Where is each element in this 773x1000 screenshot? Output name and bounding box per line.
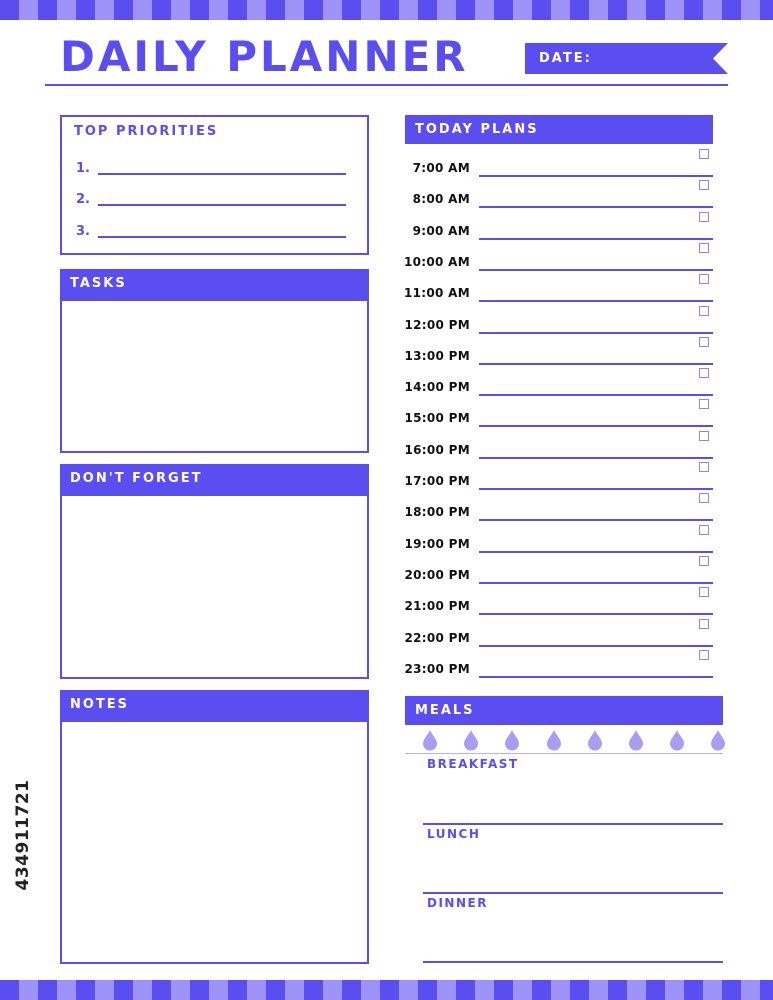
time-slot-row[interactable] bbox=[400, 595, 713, 615]
date-label: DATE: bbox=[539, 51, 592, 66]
dont-forget-box[interactable] bbox=[60, 464, 369, 679]
priority-number: 2. bbox=[76, 192, 90, 207]
time-slot-label: 8:00 AM bbox=[412, 192, 470, 207]
time-slot-checkbox[interactable] bbox=[699, 212, 709, 222]
water-drop-icon[interactable] bbox=[669, 729, 685, 751]
time-slot-checkbox[interactable] bbox=[699, 337, 709, 347]
time-slot-checkbox[interactable] bbox=[699, 525, 709, 535]
page-title: DAILY PLANNER bbox=[60, 32, 469, 81]
time-slot-write-line bbox=[479, 300, 713, 302]
time-slot-checkbox[interactable] bbox=[699, 587, 709, 597]
time-slot-row[interactable] bbox=[400, 658, 713, 678]
time-slot-checkbox[interactable] bbox=[699, 431, 709, 441]
top-priorities-box bbox=[60, 115, 369, 255]
water-tracker bbox=[422, 729, 725, 753]
time-slot-checkbox[interactable] bbox=[699, 149, 709, 159]
time-slot-label: 19:00 PM bbox=[404, 536, 470, 551]
time-slot-row[interactable] bbox=[400, 407, 713, 427]
priority-item[interactable] bbox=[76, 192, 346, 206]
time-slot-row[interactable] bbox=[400, 157, 713, 177]
notes-box[interactable] bbox=[60, 690, 369, 964]
time-slot-write-line bbox=[479, 363, 713, 365]
title-divider bbox=[45, 84, 728, 86]
time-slot-write-line bbox=[479, 238, 713, 240]
time-slot-label: 15:00 PM bbox=[404, 411, 470, 426]
tasks-heading: TASKS bbox=[62, 271, 367, 301]
time-slot-row[interactable] bbox=[400, 345, 713, 365]
date-field[interactable] bbox=[525, 43, 728, 74]
stock-id-text: 434911721 bbox=[13, 779, 33, 891]
time-slot-write-line bbox=[479, 457, 713, 459]
time-slot-write-line bbox=[479, 175, 713, 177]
time-slot-label: 11:00 AM bbox=[403, 286, 470, 301]
time-slot-label: 10:00 AM bbox=[403, 254, 470, 269]
time-slot-label: 9:00 AM bbox=[412, 223, 470, 238]
time-slot-write-line bbox=[479, 206, 713, 208]
time-slot-checkbox[interactable] bbox=[699, 306, 709, 316]
time-slot-label: 16:00 PM bbox=[404, 442, 470, 457]
time-slot-write-line bbox=[479, 269, 713, 271]
dinner-write-line[interactable] bbox=[423, 961, 723, 963]
time-slot-checkbox[interactable] bbox=[699, 556, 709, 566]
tasks-box[interactable] bbox=[60, 269, 369, 453]
time-slot-checkbox[interactable] bbox=[699, 274, 709, 284]
time-slot-row[interactable] bbox=[400, 282, 713, 302]
today-plans-heading: TODAY PLANS bbox=[405, 115, 713, 144]
time-slot-row[interactable] bbox=[400, 439, 713, 459]
time-slot-label: 13:00 PM bbox=[404, 348, 470, 363]
time-slot-label: 17:00 PM bbox=[404, 474, 470, 488]
time-slot-write-line bbox=[479, 582, 713, 584]
dinner-label: DINNER bbox=[427, 896, 488, 910]
time-slot-label: 12:00 PM bbox=[404, 317, 470, 332]
time-slot-checkbox[interactable] bbox=[699, 399, 709, 409]
top-stripe-border bbox=[0, 0, 773, 20]
time-slot-row[interactable] bbox=[400, 376, 713, 396]
time-slot-write-line bbox=[479, 519, 713, 521]
time-slot-write-line bbox=[479, 425, 713, 427]
priority-number: 3. bbox=[76, 224, 90, 239]
water-tracker-divider bbox=[405, 753, 723, 754]
breakfast-write-line[interactable] bbox=[423, 823, 723, 825]
time-slot-checkbox[interactable] bbox=[699, 368, 709, 378]
time-slot-checkbox[interactable] bbox=[699, 462, 709, 472]
notes-heading: NOTES bbox=[62, 692, 367, 722]
time-slot-row[interactable] bbox=[400, 470, 713, 490]
time-slot-write-line bbox=[479, 676, 713, 678]
time-slot-write-line bbox=[479, 332, 713, 334]
time-slot-write-line bbox=[479, 551, 713, 553]
time-slot-label: 20:00 PM bbox=[404, 567, 470, 582]
time-slot-label: 21:00 PM bbox=[404, 599, 470, 614]
time-slot-checkbox[interactable] bbox=[699, 180, 709, 190]
water-drop-icon[interactable] bbox=[587, 729, 603, 751]
time-slot-label: 22:00 PM bbox=[404, 630, 470, 645]
water-drop-icon[interactable] bbox=[422, 729, 438, 751]
time-slot-row[interactable] bbox=[400, 251, 713, 271]
priority-write-line bbox=[98, 236, 346, 238]
priority-write-line bbox=[98, 173, 346, 175]
time-slot-label: 23:00 PM bbox=[404, 661, 470, 676]
water-drop-icon[interactable] bbox=[628, 729, 644, 751]
bottom-stripe-border bbox=[0, 980, 773, 1000]
time-slot-write-line bbox=[479, 488, 713, 490]
time-slot-row[interactable] bbox=[400, 220, 713, 240]
time-slot-label: 7:00 AM bbox=[412, 161, 470, 175]
water-drop-icon[interactable] bbox=[504, 729, 520, 751]
time-slot-checkbox[interactable] bbox=[699, 619, 709, 629]
time-slot-label: 14:00 PM bbox=[404, 380, 470, 395]
time-slot-row[interactable] bbox=[400, 188, 713, 208]
water-drop-icon[interactable] bbox=[546, 729, 562, 751]
time-slot-row[interactable] bbox=[400, 533, 713, 553]
time-slot-checkbox[interactable] bbox=[699, 243, 709, 253]
water-drop-icon[interactable] bbox=[710, 729, 726, 751]
time-slot-write-line bbox=[479, 645, 713, 647]
top-priorities-heading: TOP PRIORITIES bbox=[74, 124, 219, 139]
breakfast-label: BREAKFAST bbox=[427, 757, 519, 771]
lunch-label: LUNCH bbox=[427, 827, 481, 841]
time-slot-row[interactable] bbox=[400, 501, 713, 521]
time-slot-write-line bbox=[479, 613, 713, 615]
water-drop-icon[interactable] bbox=[463, 729, 479, 751]
stock-id-watermark bbox=[8, 770, 38, 900]
time-slot-row[interactable] bbox=[400, 627, 713, 647]
priority-write-line bbox=[98, 204, 346, 206]
priority-item[interactable] bbox=[76, 161, 346, 175]
time-slot-row[interactable] bbox=[400, 314, 713, 334]
time-slot-row[interactable] bbox=[400, 564, 713, 584]
dont-forget-heading: DON'T FORGET bbox=[62, 466, 367, 496]
priority-number: 1. bbox=[76, 161, 90, 176]
priority-item[interactable] bbox=[76, 224, 346, 238]
meals-heading: MEALS bbox=[405, 696, 723, 725]
lunch-write-line[interactable] bbox=[423, 892, 723, 894]
time-slot-checkbox[interactable] bbox=[699, 650, 709, 660]
time-slot-checkbox[interactable] bbox=[699, 493, 709, 503]
time-slot-write-line bbox=[479, 394, 713, 396]
time-slot-label: 18:00 PM bbox=[404, 505, 470, 520]
